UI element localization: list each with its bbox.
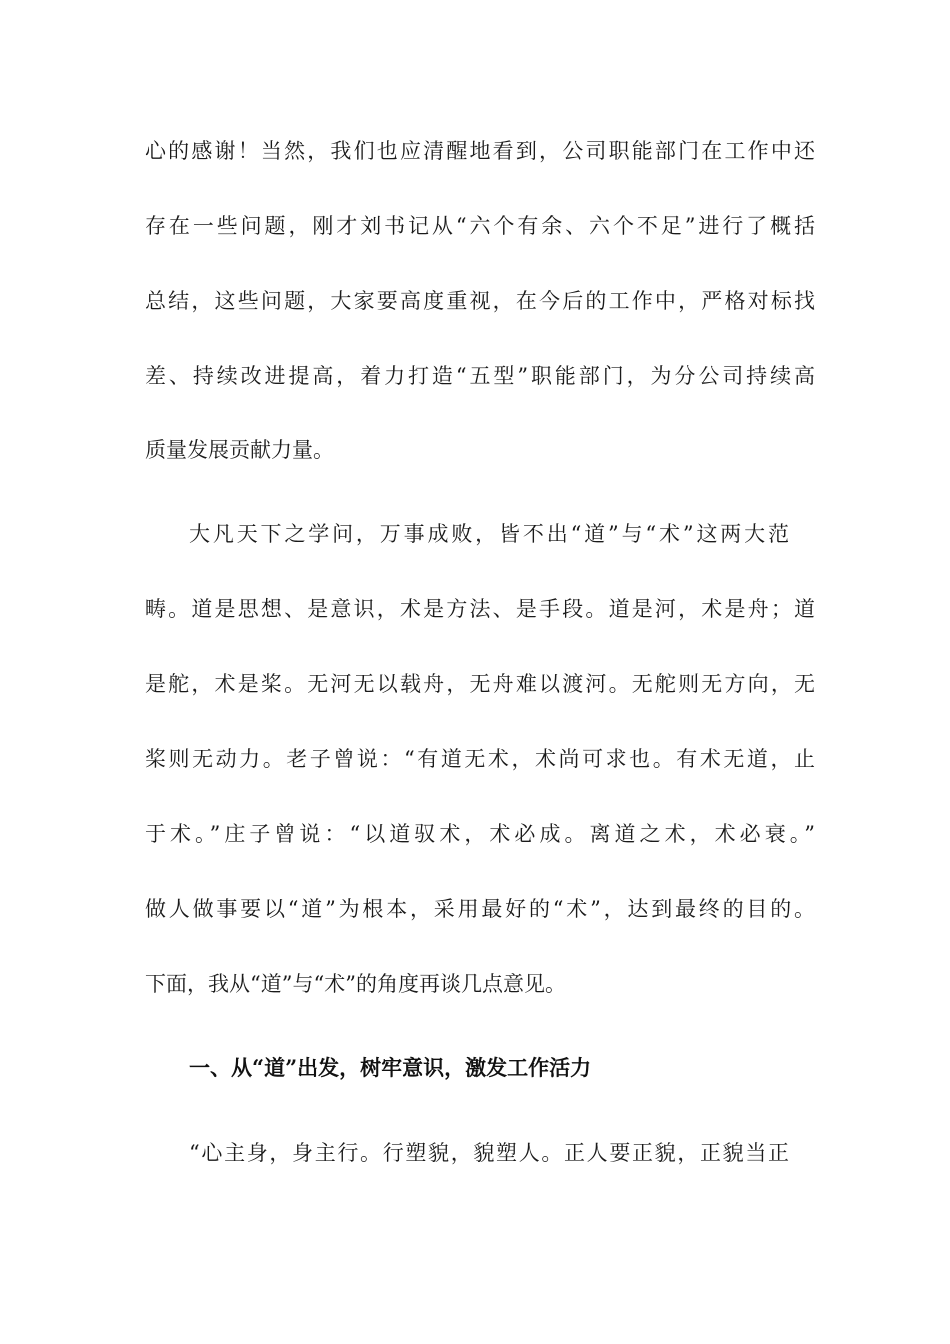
- paragraph-2-line-5: 于术。”庄子曾说：“以道驭术，术必成。离道之术，术必衰。”: [145, 822, 815, 846]
- paragraph-2-line-6: 做人做事要以“道”为根本，采用最好的“术”，达到最终的目的。: [145, 897, 815, 921]
- paragraph-1-line-5: 质量发展贡献力量。: [145, 438, 334, 462]
- paragraph-2-line-2: 畴。道是思想、是意识，术是方法、是手段。道是河，术是舟；道: [145, 597, 815, 621]
- paragraph-2-line-4: 桨则无动力。老子曾说：“有道无术，术尚可求也。有术无道，止: [145, 747, 815, 771]
- section-heading-1: 一、从“道”出发，树牢意识，激发工作活力: [189, 1055, 592, 1080]
- paragraph-1-line-2: 存在一些问题，刚才刘书记从“六个有余、六个不足”进行了概括: [145, 214, 815, 238]
- paragraph-2-line-1: 大凡天下之学问，万事成败，皆不出“道”与“术”这两大范: [189, 522, 789, 546]
- paragraph-2-line-7: 下面，我从“道”与“术”的角度再谈几点意见。: [145, 972, 566, 996]
- paragraph-1-line-1: 心的感谢！当然，我们也应清醒地看到，公司职能部门在工作中还: [145, 139, 815, 163]
- paragraph-1-line-3: 总结，这些问题，大家要高度重视，在今后的工作中，严格对标找: [145, 289, 815, 313]
- paragraph-1-line-4: 差、持续改进提高，着力打造“五型”职能部门，为分公司持续高: [145, 364, 815, 388]
- paragraph-2-line-3: 是舵，术是桨。无河无以载舟，无舟难以渡河。无舵则无方向，无: [145, 672, 815, 696]
- paragraph-3-line-1: “心主身，身主行。行塑貌，貌塑人。正人要正貌，正貌当正: [189, 1141, 789, 1165]
